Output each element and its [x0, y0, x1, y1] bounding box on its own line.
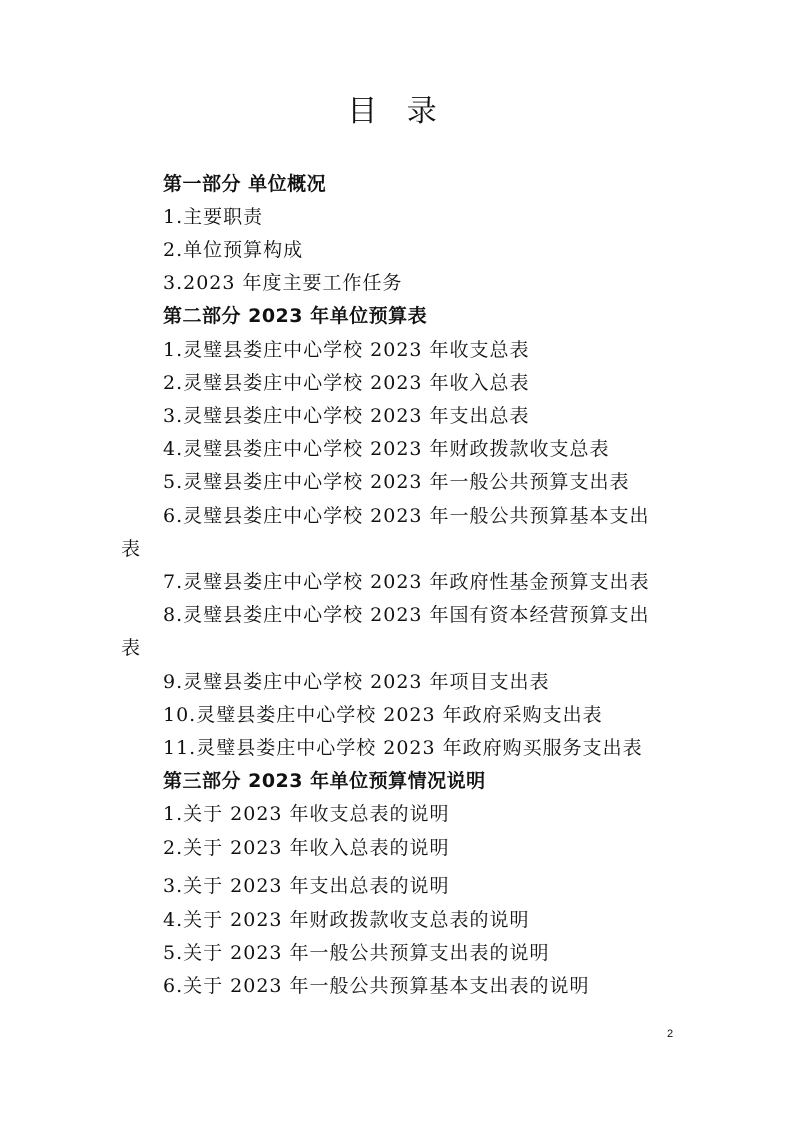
toc-item-continuation: 表: [121, 637, 142, 659]
toc-item: 5.灵璧县娄庄中心学校 2023 年一般公共预算支出表: [163, 471, 630, 493]
toc-item: 6.灵璧县娄庄中心学校 2023 年一般公共预算基本支出: [163, 505, 650, 527]
toc-item: 3.灵璧县娄庄中心学校 2023 年支出总表: [163, 405, 530, 427]
toc-item: 4.灵璧县娄庄中心学校 2023 年财政拨款收支总表: [163, 438, 610, 460]
toc-item: 2.单位预算构成: [163, 239, 304, 261]
toc-item: 10.灵璧县娄庄中心学校 2023 年政府采购支出表: [163, 704, 603, 726]
toc-item: 3.2023 年度主要工作任务: [163, 272, 403, 294]
toc-item: 1.关于 2023 年收支总表的说明: [163, 803, 450, 825]
toc-item: 2.灵璧县娄庄中心学校 2023 年收入总表: [163, 372, 530, 394]
toc-item: 6.关于 2023 年一般公共预算基本支出表的说明: [163, 975, 590, 997]
section-3-heading: 第三部分 2023 年单位预算情况说明: [163, 770, 486, 792]
page-title: 目 录: [347, 94, 447, 129]
toc-item-continuation: 表: [121, 538, 142, 560]
page-number: 2: [667, 1028, 674, 1040]
toc-item: 11.灵璧县娄庄中心学校 2023 年政府购买服务支出表: [163, 737, 643, 759]
section-2-heading: 第二部分 2023 年单位预算表: [163, 305, 428, 327]
toc-item: 7.灵璧县娄庄中心学校 2023 年政府性基金预算支出表: [163, 571, 650, 593]
toc-item: 3.关于 2023 年支出总表的说明: [163, 875, 450, 897]
section-1-heading: 第一部分 单位概况: [163, 173, 327, 195]
toc-item: 8.灵璧县娄庄中心学校 2023 年国有资本经营预算支出: [163, 604, 650, 626]
toc-item: 1.主要职责: [163, 206, 264, 228]
toc-item: 5.关于 2023 年一般公共预算支出表的说明: [163, 942, 550, 964]
toc-item: 2.关于 2023 年收入总表的说明: [163, 837, 450, 859]
toc-item: 4.关于 2023 年财政拨款收支总表的说明: [163, 909, 530, 931]
toc-item: 1.灵璧县娄庄中心学校 2023 年收支总表: [163, 339, 530, 361]
toc-item: 9.灵璧县娄庄中心学校 2023 年项目支出表: [163, 671, 550, 693]
